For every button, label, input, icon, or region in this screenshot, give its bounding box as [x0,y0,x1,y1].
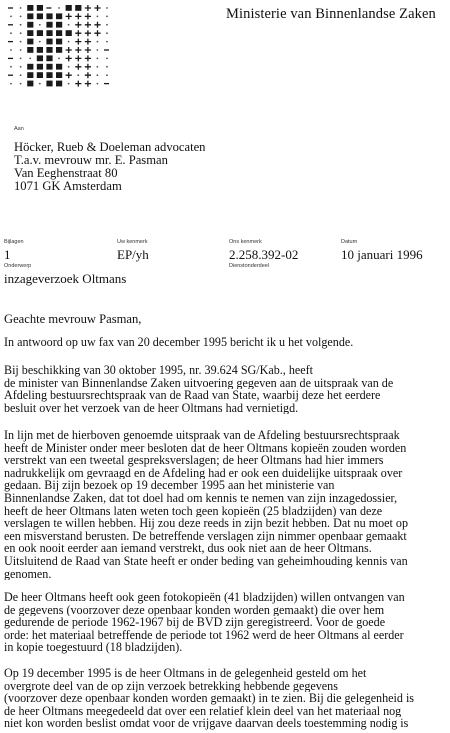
body-line: de heer Oltmans meegedeeld dat over een relatief klein deel van het materiaal nog [4,704,402,718]
body-line: niet kon worden beslist omdat voor de vrijgave daarvan deels toestemming nodig is [4,717,409,730]
body-line: heeft de heer Oltmans laten weten toch geen kopieën (25 bladzijden) van deze [4,504,383,518]
datum-label: Datum [341,239,358,245]
uw-kenmerk-label: Uw kenmerk [117,239,148,245]
body-line: gedurende de periode 1962-1967 bij de BVD zijn geregistreerd. Voor de goede [4,616,386,629]
body-line: genomen. [4,567,52,581]
body-line: Op 19 december 1995 is de heer Oltmans in de gelegenheid gesteld om het [4,667,367,680]
body-line: Uitsluitend de Raad van State heeft er onder beding van geheimhouding kennis van [4,554,408,568]
body-line: orde: het materiaal betreffende de periode tot 1962 werd de heer Oltmans al eerder [4,628,404,642]
body-line: besluit over het verzoek van de heer Oltmans had vernietigd. [4,401,299,415]
ministry-name: Ministerie van Binnenlandse Zaken [226,6,436,22]
datum-value: 10 januari 1996 [341,247,423,262]
body-line: In antwoord op uw fax van 20 december 1995 bericht ik u het volgende. [4,336,354,349]
addressee-line: Van Eeghenstraat 80 [14,166,118,180]
body-line: Binnenlandse Zaken, dat tot doel had om kennis te nemen van zijn inzagedossier, [4,491,398,505]
body-line: overgrote deel van de op zijn verzoek betrekking hebbende gegevens [4,679,338,693]
body-line: gedaan. Bij zijn bezoek op 19 december 1995 aan het ministerie van [4,479,335,492]
body-line: een misverstand berusten. De betreffende verslagen zijn nimmer openbaar gemaakt [4,529,407,543]
addressee-line: T.a.v. mevrouw mr. E. Pasman [14,153,168,167]
body-line: De heer Oltmans heeft ook geen fotokopieën (41 bladzijden) willen ontvangen van [4,591,405,604]
paragraph-4 [4,591,446,654]
body-line: nadrukkelijk om gevraagd en de Afdeling had er ook een duidelijke uitspraak over [4,466,403,480]
paragraph-3 [4,429,446,580]
body-line: de gegevens (voorzover deze openbaar konden worden gemaakt) die over hem [4,603,385,617]
addressee-line: 1071 GK Amsterdam [14,179,122,193]
onderwerp-label: Onderwerp [4,263,32,269]
body-line: in kopie toegestuurd (18 bladzijden). [4,641,183,654]
ons-kenmerk-value: 2.258.392-02 [229,247,299,262]
paragraph-1 [4,336,446,349]
addressee-line: Höcker, Rueb & Doeleman advocaten [14,140,206,154]
body-line: de minister van Binnenlandse Zaken uitvoering gegeven aan de uitspraak van de [4,376,394,390]
body-line: Afdeling bestuursrechtspraak van de Raad van State, waarbij deze het eerdere [4,389,381,402]
uw-kenmerk-value: EP/yh [117,247,149,262]
ministry-logo [4,2,112,88]
onderwerp-value: inzageverzoek Oltmans [4,271,127,286]
paragraph-2 [4,364,446,414]
bijlagen-label: Bijlagen [4,239,24,245]
dienstonderdeel-label: Dienstonderdeel [229,263,270,269]
paragraph-5 [4,667,446,730]
body-line: verstrekt van een tweetal gespreksverslagen; de heer Oltmans had hier immers [4,454,384,467]
body-line: Bij beschikking van 30 oktober 1995, nr. 39.624 SG/Kab., heeft [4,364,314,377]
addressee-block [14,141,205,193]
body-line: (voorzover deze openbaar konden worden gemaakt) in te zien. Bij die gelegenheid is [4,692,415,705]
salutation: Geachte mevrouw Pasman, [4,312,142,326]
addressee-label: Aan [14,126,24,132]
body-line: verslagen te willen hebben. Hij zou deze reeds in zijn bezit hebben. Dat nu moet op [4,517,408,530]
body-line: heeft de Minister onder meer besloten dat de heer Oltmans kopieën zouden worden [4,441,407,455]
ons-kenmerk-label: Ons kenmerk [229,239,262,245]
body-line: In lijn met de hierboven genoemde uitspraak van de Afdeling bestuursrechtspraak [4,429,400,442]
body-line: en ook nooit eerder aan iemand verstrekt, dus ook niet aan de heer Oltmans. [4,542,372,555]
bijlagen-value: 1 [4,247,11,262]
